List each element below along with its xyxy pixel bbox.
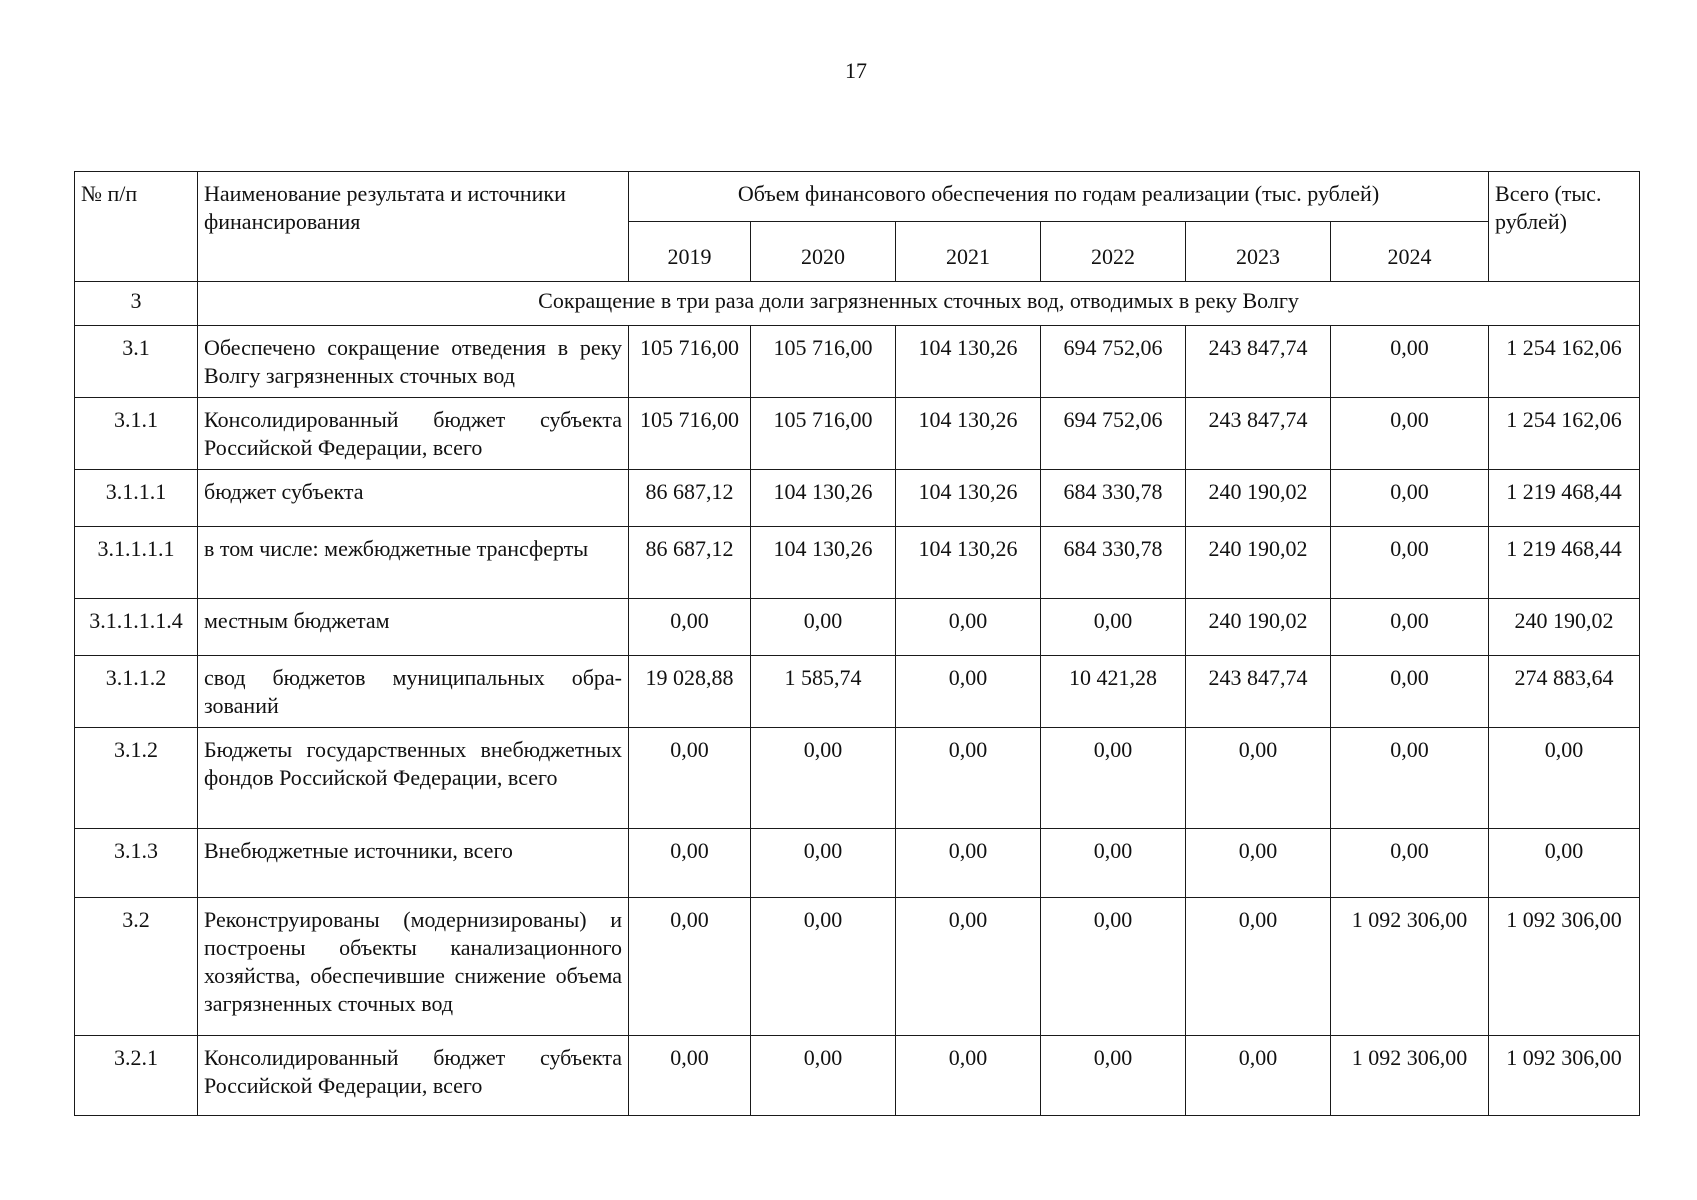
row-num: 3.1.1.1.1.4 (75, 599, 198, 656)
row-name: Реконструированы (модернизированы) и построены объекты канализационного хозяйства, обеспечившие снижение объема загрязненных сточных вод (198, 898, 629, 1036)
row-value-2023: 243 847,74 (1186, 398, 1331, 470)
row-name: в том числе: межбюджетные трансферты (198, 527, 629, 599)
row-value-2023: 240 190,02 (1186, 470, 1331, 527)
table-row (75, 1036, 1640, 1116)
row-value-2021: 104 130,26 (896, 470, 1041, 527)
table-row (75, 470, 1640, 527)
row-value-2023: 243 847,74 (1186, 326, 1331, 398)
row-value-2020: 0,00 (751, 1036, 896, 1116)
row-value-2019: 0,00 (629, 599, 751, 656)
row-value-2020: 1 585,74 (751, 656, 896, 728)
row-value-2022: 0,00 (1041, 599, 1186, 656)
row-value-2020: 104 130,26 (751, 527, 896, 599)
row-value-2021: 0,00 (896, 728, 1041, 829)
row-value-2022: 0,00 (1041, 1036, 1186, 1116)
row-value-2023: 240 190,02 (1186, 599, 1331, 656)
row-value-2024: 0,00 (1331, 829, 1489, 898)
row-value-2019: 86 687,12 (629, 470, 751, 527)
row-name: бюджет субъекта (198, 470, 629, 527)
row-value-2021: 104 130,26 (896, 398, 1041, 470)
row-value-2021: 0,00 (896, 656, 1041, 728)
row-num: 3.1.1.1.1 (75, 527, 198, 599)
row-value-2019: 86 687,12 (629, 527, 751, 599)
row-value-2022: 0,00 (1041, 728, 1186, 829)
row-name: Бюджеты государственных внебюджетных фондов Российской Федерации, всего (198, 728, 629, 829)
header-year: 2023 (1186, 222, 1331, 282)
row-value-2019: 105 716,00 (629, 326, 751, 398)
row-value-2024: 1 092 306,00 (1331, 1036, 1489, 1116)
row-value-2019: 0,00 (629, 728, 751, 829)
row-total: 1 219 468,44 (1489, 527, 1640, 599)
row-num: 3.1 (75, 326, 198, 398)
row-name: Внебюджетные источники, всего (198, 829, 629, 898)
row-total: 240 190,02 (1489, 599, 1640, 656)
table-row (75, 728, 1640, 829)
row-value-2024: 0,00 (1331, 398, 1489, 470)
row-num: 3.1.1.2 (75, 656, 198, 728)
row-value-2024: 0,00 (1331, 656, 1489, 728)
row-value-2023: 0,00 (1186, 1036, 1331, 1116)
section-row (75, 282, 1640, 326)
row-value-2020: 0,00 (751, 829, 896, 898)
row-value-2021: 0,00 (896, 829, 1041, 898)
row-value-2023: 243 847,74 (1186, 656, 1331, 728)
row-value-2022: 684 330,78 (1041, 527, 1186, 599)
row-value-2020: 0,00 (751, 728, 896, 829)
row-total: 1 092 306,00 (1489, 1036, 1640, 1116)
row-name: Консолидированный бюджет субъекта Российской Федерации, всего (198, 398, 629, 470)
header-num: № п/п (75, 172, 198, 282)
row-value-2020: 105 716,00 (751, 398, 896, 470)
row-value-2023: 0,00 (1186, 728, 1331, 829)
row-total: 1 219 468,44 (1489, 470, 1640, 527)
row-num: 3.1.3 (75, 829, 198, 898)
row-total: 0,00 (1489, 829, 1640, 898)
table-row (75, 527, 1640, 599)
row-name: местным бюджетам (198, 599, 629, 656)
row-value-2020: 105 716,00 (751, 326, 896, 398)
row-value-2019: 19 028,88 (629, 656, 751, 728)
header-year: 2019 (629, 222, 751, 282)
row-total: 274 883,64 (1489, 656, 1640, 728)
header-total: Всего (тыс. рублей) (1489, 172, 1640, 282)
row-total: 0,00 (1489, 728, 1640, 829)
section-title: Сокращение в три раза доли загрязненных сточных вод, отводимых в реку Волгу (198, 282, 1640, 326)
row-value-2022: 694 752,06 (1041, 398, 1186, 470)
row-value-2021: 0,00 (896, 599, 1041, 656)
row-value-2023: 0,00 (1186, 829, 1331, 898)
row-value-2021: 104 130,26 (896, 326, 1041, 398)
header-year: 2020 (751, 222, 896, 282)
row-name: Консолидированный бюджет субъекта Российской Федерации, всего (198, 1036, 629, 1116)
row-name: свод бюджетов муниципальных образований (198, 656, 629, 728)
row-num: 3.2.1 (75, 1036, 198, 1116)
table-row (75, 599, 1640, 656)
row-num: 3.2 (75, 898, 198, 1036)
row-value-2024: 0,00 (1331, 470, 1489, 527)
row-value-2019: 0,00 (629, 1036, 751, 1116)
row-value-2021: 104 130,26 (896, 527, 1041, 599)
row-value-2022: 10 421,28 (1041, 656, 1186, 728)
table-row (75, 656, 1640, 728)
table-row (75, 898, 1640, 1036)
row-value-2019: 105 716,00 (629, 398, 751, 470)
header-year: 2024 (1331, 222, 1489, 282)
row-total: 1 254 162,06 (1489, 398, 1640, 470)
financing-table (74, 171, 1640, 1116)
row-value-2021: 0,00 (896, 898, 1041, 1036)
row-value-2022: 684 330,78 (1041, 470, 1186, 527)
header-funding-group: Объем финансового обеспечения по годам реализации (тыс. рублей) (629, 172, 1489, 222)
row-value-2024: 0,00 (1331, 728, 1489, 829)
row-value-2022: 694 752,06 (1041, 326, 1186, 398)
row-value-2022: 0,00 (1041, 898, 1186, 1036)
row-num: 3.1.1.1 (75, 470, 198, 527)
row-value-2020: 104 130,26 (751, 470, 896, 527)
row-value-2019: 0,00 (629, 898, 751, 1036)
row-value-2020: 0,00 (751, 599, 896, 656)
table-row (75, 398, 1640, 470)
header-year: 2021 (896, 222, 1041, 282)
row-value-2020: 0,00 (751, 898, 896, 1036)
section-num: 3 (75, 282, 198, 326)
row-value-2024: 0,00 (1331, 599, 1489, 656)
row-total: 1 254 162,06 (1489, 326, 1640, 398)
page-number: 17 (845, 58, 867, 83)
row-value-2019: 0,00 (629, 829, 751, 898)
row-value-2022: 0,00 (1041, 829, 1186, 898)
row-name: Обеспечено сокращение отведения в реку Волгу загрязненных сточных вод (198, 326, 629, 398)
table-row (75, 829, 1640, 898)
header-row-1 (75, 172, 1640, 222)
header-name: Наименование результата и источники финансирования (198, 172, 629, 282)
row-value-2024: 1 092 306,00 (1331, 898, 1489, 1036)
row-value-2021: 0,00 (896, 1036, 1041, 1116)
row-value-2023: 0,00 (1186, 898, 1331, 1036)
row-value-2024: 0,00 (1331, 326, 1489, 398)
row-num: 3.1.1 (75, 398, 198, 470)
row-value-2023: 240 190,02 (1186, 527, 1331, 599)
row-total: 1 092 306,00 (1489, 898, 1640, 1036)
header-year: 2022 (1041, 222, 1186, 282)
table-row (75, 326, 1640, 398)
row-value-2024: 0,00 (1331, 527, 1489, 599)
row-num: 3.1.2 (75, 728, 198, 829)
